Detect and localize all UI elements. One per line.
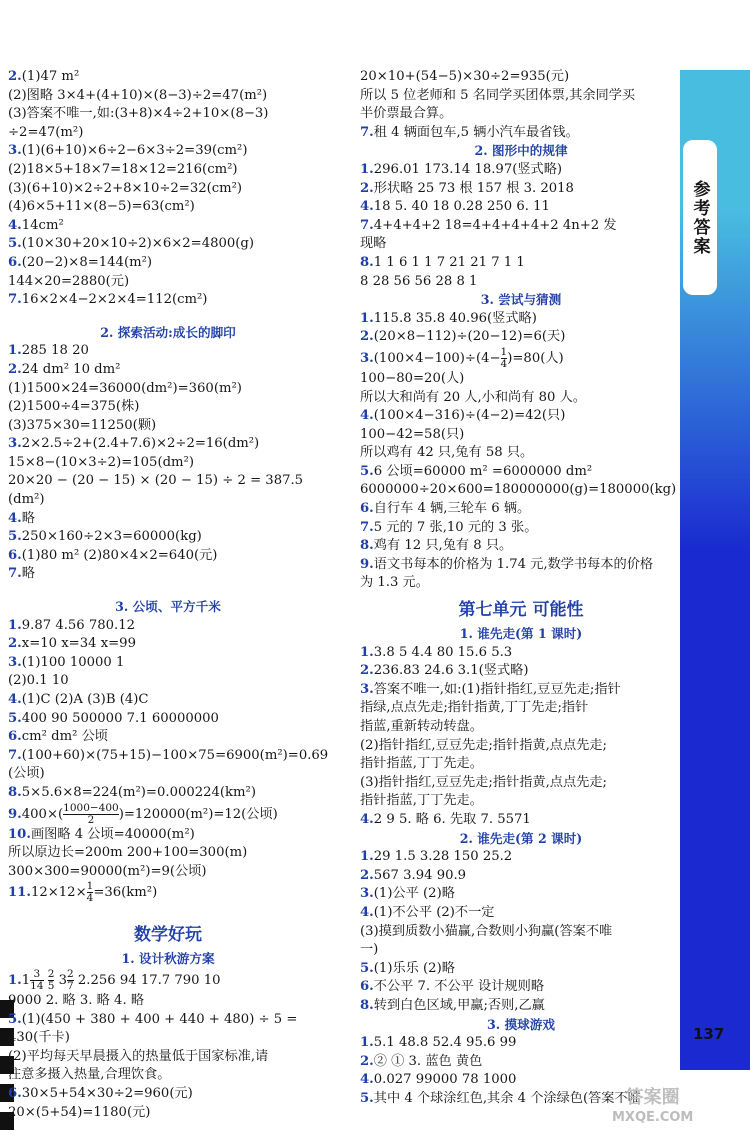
answer-line (360, 273, 682, 292)
fraction-numerator: 2 (47, 967, 55, 980)
section-heading: 3. 公顷、平方千米 (115, 599, 221, 615)
fraction-denominator: 14 (30, 979, 44, 992)
answer-text: (20×8−112)÷(20−12)=6(天) (373, 329, 566, 345)
answer-line (360, 444, 682, 463)
answer-text: 画图略 4 公顷=40000(m²) (30, 826, 195, 842)
answer-text: 20×(5+54)=1180(元) (8, 1104, 151, 1120)
answer-key-tab (683, 140, 717, 295)
fraction (67, 969, 74, 992)
answer-text: 2.256 94 17.7 790 10 (73, 972, 221, 988)
answer-text: (2)图略 3×4+(4+10)×(8−3)÷2=47(m²) (8, 87, 268, 103)
answer-line (360, 426, 682, 445)
answer-text: 9000 2. 略 3. 略 4. 略 (8, 992, 145, 1008)
fraction-numerator: 1000−400 (63, 801, 119, 814)
answer-number: 4. (360, 904, 374, 920)
fraction-numerator: 2 (67, 967, 74, 980)
answer-line (8, 1011, 328, 1030)
answer-line (360, 1053, 682, 1072)
answer-line (8, 784, 328, 803)
answer-text: 指针指蓝,丁丁先走。 (360, 793, 483, 809)
answer-line (360, 161, 682, 180)
section-heading: 2. 图形中的规律 (474, 143, 568, 159)
answer-line (360, 407, 682, 426)
answer-text: 400 90 500000 7.1 60000000 (21, 710, 219, 726)
answer-line (8, 510, 328, 529)
answer-number: 5. (360, 463, 374, 479)
answer-text: 285 18 20 (21, 343, 89, 359)
answer-text: =36(km²) (93, 885, 158, 901)
answer-text: 567 3.94 90.9 (373, 867, 467, 883)
answer-number: 7. (360, 519, 374, 535)
unit-heading: 第七单元 可能性 (458, 600, 584, 621)
answer-line (360, 389, 682, 408)
answer-line (360, 347, 682, 370)
answer-number: 4. (8, 692, 22, 707)
section-heading: 3. 尝试与猜测 (480, 292, 562, 308)
answer-number: 2. (360, 867, 374, 883)
fraction-numerator: 1 (500, 345, 508, 358)
answer-number: 10. (8, 826, 31, 842)
answer-text: 指针指蓝,丁丁先走。 (360, 756, 483, 772)
answer-line (360, 217, 682, 236)
answer-number: 6. (360, 501, 374, 517)
answer-text: (10×30+20×10÷2)×6×2=4800(g) (21, 236, 255, 252)
answer-line (8, 1085, 328, 1104)
answer-text: (3)摸到质数小猫赢,合数则小狗赢(答案不唯 (360, 923, 613, 939)
answer-line (360, 519, 682, 538)
answer-number: 4. (360, 199, 374, 215)
answer-line (8, 728, 328, 747)
answer-line (8, 380, 328, 399)
answer-line (360, 328, 682, 347)
answer-line (360, 556, 682, 575)
answer-line (8, 1066, 328, 1085)
answer-line (8, 565, 328, 584)
answer-number: 8. (360, 254, 374, 270)
answer-line (8, 747, 328, 766)
answer-number: 4. (360, 408, 374, 424)
answer-number: 5. (8, 236, 22, 252)
answer-text: 一) (360, 942, 379, 958)
answer-number: 2. (360, 180, 374, 196)
answer-text: 指绿,点点先走;指针指黄,丁丁先走;指针 (360, 700, 589, 716)
answer-number: 1. (360, 644, 374, 660)
watermark-line2: MXQE.COM (612, 1110, 694, 1125)
answer-text: (1)(6+10)×6÷2−6×3÷2=39(cm²) (21, 143, 248, 159)
answer-line (360, 198, 682, 217)
answer-text: (3)答案不唯一,如:(3+8)×4÷2+10×(8−3) (8, 106, 269, 122)
answer-text: (公顷) (8, 766, 45, 782)
answer-text: (100×4−100)÷(4− (373, 350, 501, 366)
answer-text: (3)(6+10)×2÷2+8×10÷2=32(cm²) (8, 180, 243, 196)
answer-line (360, 124, 682, 143)
answer-text: 9.87 4.56 780.12 (21, 617, 136, 633)
answer-number: 1. (360, 849, 374, 865)
answer-number: 2. (8, 636, 22, 652)
answer-text: cm² dm² 公顷 (21, 729, 108, 745)
answer-line (360, 537, 682, 556)
answer-line (360, 960, 682, 979)
answer-line (8, 803, 328, 826)
answer-number: 7. (360, 217, 374, 233)
answer-text: 100−42=58(只) (360, 426, 465, 442)
answer-number: 7. (8, 747, 22, 763)
answer-line (360, 644, 682, 663)
answer-text: 自行车 4 辆,三轮车 6 辆。 (373, 501, 531, 517)
answer-text: 12×12× (30, 885, 87, 901)
answer-line (360, 755, 682, 774)
answer-line (8, 491, 328, 510)
answer-line (8, 68, 328, 87)
answer-number: 7. (360, 124, 374, 140)
answer-number: 1. (8, 617, 22, 633)
answer-line (8, 472, 328, 491)
answer-text: 144×20=2880(元) (8, 273, 130, 289)
answer-line (360, 500, 682, 519)
answer-number: 3. (360, 886, 374, 902)
answer-line (8, 1104, 328, 1123)
answer-line (8, 342, 328, 361)
answer-line (360, 481, 682, 500)
answer-text: ② ① 3. 蓝色 黄色 (373, 1053, 483, 1069)
answer-text: 14cm² (21, 217, 64, 233)
answer-number: 1. (8, 972, 22, 988)
answer-number: 6. (8, 729, 22, 745)
answer-text: (1)47 m² (21, 69, 80, 84)
answer-line (360, 254, 682, 273)
answer-number: 6. (8, 547, 22, 563)
answer-text: 答案不唯一,如:(1)指针指红,豆豆先走;指针 (373, 681, 621, 697)
answer-line (8, 992, 328, 1011)
answer-line (8, 291, 328, 310)
answer-line (8, 361, 328, 380)
answer-line (360, 867, 682, 886)
watermark-line1: 答案圈 (625, 1087, 680, 1108)
answer-line (8, 142, 328, 161)
section-gap (8, 584, 328, 598)
answer-text: 236.83 24.6 3.1(竖式略) (373, 663, 529, 679)
answer-line (360, 774, 682, 793)
answer-text: 24 dm² 10 dm² (21, 361, 121, 377)
answer-text: (1)C (2)A (3)B (4)C (21, 692, 149, 707)
fraction (63, 803, 119, 826)
fraction (30, 969, 43, 992)
answer-number: 5. (360, 1090, 374, 1106)
answer-line (8, 654, 328, 673)
answer-text: 296.01 173.14 18.97(竖式略) (373, 161, 563, 177)
answer-text: 6000000÷20×600=180000000(g)=180000(kg) (360, 482, 677, 498)
answer-text: 租 4 辆面包车,5 辆小汽车最省钱。 (373, 124, 579, 140)
answer-text: (2)1500÷4=375(株) (8, 399, 140, 415)
answer-line (360, 681, 682, 700)
answer-number: 2. (360, 663, 374, 679)
answer-number: 1. (360, 310, 374, 326)
answer-number: 1. (360, 161, 374, 177)
answer-line (360, 180, 682, 199)
section-heading: 3. 摸球游戏 (487, 1016, 555, 1032)
answer-line (360, 463, 682, 482)
answer-line (8, 547, 328, 566)
answer-line (8, 217, 328, 236)
answer-text: 0.027 99000 78 1000 (373, 1072, 517, 1088)
answer-number: 7. (8, 292, 22, 308)
answer-number: 9. (360, 556, 374, 572)
fraction-numerator: 3 (30, 969, 43, 981)
answer-text: 其中 4 个球涂红色,其余 4 个涂绿色(答案不唯 (373, 1090, 641, 1106)
answer-text: (1)(450 + 380 + 400 + 440 + 480) ÷ 5 = (21, 1011, 298, 1027)
answer-text: 30×5+54×30÷2=960(元) (21, 1085, 193, 1101)
answer-line (360, 997, 682, 1016)
answer-number: 4. (8, 510, 22, 526)
answer-number: 4. (360, 811, 374, 827)
answer-text: (1)不公平 (2)不一定 (373, 904, 495, 920)
answer-text: 3.8 5 4.4 80 15.6 5.3 (373, 644, 513, 660)
answer-line (8, 863, 328, 882)
answer-number: 6. (360, 979, 374, 995)
answer-number: 3. (360, 350, 374, 366)
answer-text: 不公平 7. 不公平 设计规则略 (373, 979, 545, 995)
answer-number: 2. (360, 329, 374, 345)
answer-line (360, 235, 682, 254)
answer-text: 4+4+4+2 18=4+4+4+4+2 4n+2 发 (373, 217, 617, 233)
answer-line (8, 235, 328, 254)
answer-line (360, 68, 682, 87)
answer-line (360, 737, 682, 756)
answer-line (8, 161, 328, 180)
answer-text: (3)指针指红,豆豆先走;指针指黄,点点先走; (360, 774, 607, 790)
answer-text: (dm²) (8, 492, 45, 508)
answer-number: 6. (8, 254, 22, 270)
answer-text: 所以鸡有 42 只,兔有 58 只。 (360, 445, 534, 461)
answer-line (360, 923, 682, 942)
answer-line (360, 662, 682, 681)
answer-line (8, 87, 328, 106)
answer-number: 8. (360, 538, 374, 554)
answer-line (360, 310, 682, 329)
fraction-denominator: 5 (47, 979, 55, 992)
answer-number: 3. (8, 143, 22, 159)
answer-line (360, 811, 682, 830)
answer-text: 5 元的 7 张,10 元的 3 张。 (373, 519, 538, 535)
answer-text: 29 1.5 3.28 150 25.2 (373, 849, 513, 865)
answer-line (8, 124, 328, 143)
answer-number: 3. (8, 436, 22, 452)
answer-number: 2. (8, 361, 22, 377)
answer-number: 8. (360, 997, 374, 1013)
answer-text: 100−80=20(人) (360, 370, 465, 386)
page-number: 137 (693, 1025, 725, 1043)
answer-text: 250×160÷2×3=60000(kg) (21, 529, 202, 545)
answer-text: 115.8 35.8 40.96(竖式略) (373, 310, 537, 326)
answer-number: 2. (360, 1053, 374, 1069)
answer-text: 1 1 6 1 1 7 21 21 7 1 1 (373, 254, 525, 270)
answer-line (8, 617, 328, 636)
answer-text: 注意多摄入热量,合理饮食。 (8, 1067, 171, 1083)
fraction-denominator: 2 (87, 813, 95, 826)
answer-number: 6. (8, 1085, 22, 1101)
answer-text: 为 1.3 元。 (360, 575, 429, 591)
answer-text: 半价票最合算。 (360, 106, 453, 122)
answer-line (360, 978, 682, 997)
answer-text: (2)18×5+18×7=18×12=216(cm²) (8, 161, 238, 177)
answer-text: 形状略 25 73 根 157 根 3. 2018 (373, 180, 574, 196)
answer-number: 9. (8, 806, 22, 822)
section-gap (8, 904, 328, 918)
answer-number: 8. (8, 784, 22, 800)
answer-text: 3 (54, 972, 68, 988)
answer-number: 2. (8, 69, 22, 84)
answer-text: 1 (21, 972, 31, 988)
answer-line (8, 1029, 328, 1048)
answer-line (8, 105, 328, 124)
answer-line (360, 848, 682, 867)
fraction-numerator: 1 (86, 880, 94, 893)
answer-line (360, 1034, 682, 1053)
answer-number: 11. (8, 885, 31, 901)
answer-text: 略 (21, 566, 35, 582)
answer-line (360, 574, 682, 593)
answer-line (360, 105, 682, 124)
answer-text: 16×2×4−2×2×4=112(cm²) (21, 292, 208, 308)
answer-text: (100×4−316)÷(4−2)=42(只) (373, 408, 566, 424)
answer-text: 15×8−(10×3÷2)=105(dm²) (8, 454, 194, 470)
answer-number: 1. (360, 1035, 374, 1051)
answer-number: 5. (360, 960, 374, 976)
answer-line (360, 904, 682, 923)
answer-text: 6 公顷=60000 m² =6000000 dm² (373, 463, 593, 479)
answer-text: 20×10+(54−5)×30÷2=935(元) (360, 69, 570, 84)
answer-text: 5×5.6×8=224(m²)=0.000224(km²) (21, 784, 256, 800)
answer-line (360, 699, 682, 718)
answer-line (8, 881, 328, 904)
answer-text: (1)公平 (2)略 (373, 886, 455, 902)
answer-line (8, 1048, 328, 1067)
answer-line (8, 180, 328, 199)
answer-line (8, 710, 328, 729)
answer-line (8, 826, 328, 845)
answer-line (8, 844, 328, 863)
answer-text: 400×( (21, 806, 64, 822)
answer-text: 8 28 56 56 28 8 1 (360, 273, 478, 289)
answer-line (8, 635, 328, 654)
unit-heading: 数学好玩 (134, 925, 202, 946)
answer-line (360, 885, 682, 904)
answer-line (360, 718, 682, 737)
answer-text: (3)375×30=11250(颗) (8, 417, 157, 433)
answer-line (8, 691, 328, 710)
answer-line (8, 672, 328, 691)
answer-text: (1)80 m² (2)80×4×2=640(元) (21, 547, 218, 563)
answer-line (360, 941, 682, 960)
answer-line (8, 454, 328, 473)
answer-text: (2)平均每天早晨摄入的热量低于国家标准,请 (8, 1048, 269, 1064)
answer-text: 20×20 − (20 − 15) × (20 − 15) ÷ 2 = 387.5 (8, 473, 304, 489)
answer-number: 4. (360, 1072, 374, 1088)
fraction-denominator: 7 (67, 979, 74, 992)
fraction-denominator: 4 (500, 357, 508, 370)
answer-line (8, 417, 328, 436)
answer-number: 5. (8, 529, 22, 545)
answer-text: 现略 (360, 236, 387, 252)
answer-line (8, 254, 328, 273)
section-heading: 2. 谁先走(第 2 课时) (459, 830, 583, 846)
fraction-denominator: 4 (86, 892, 94, 905)
answer-text: 5.1 48.8 52.4 95.6 99 (373, 1035, 517, 1051)
answer-text: 指蓝,重新转动转盘。 (360, 719, 483, 734)
answer-line (8, 273, 328, 292)
answer-line (8, 765, 328, 784)
answer-text: 语文书每本的价格为 1.74 元,数学书每本的价格 (373, 556, 654, 572)
answer-number: 5. (8, 710, 22, 726)
answer-text: 2×2.5÷2+(2.4+7.6)×2÷2=16(dm²) (21, 436, 260, 452)
answer-text: 鸡有 12 只,兔有 8 只。 (373, 538, 513, 554)
answer-text: 2 9 5. 略 6. 先取 7. 5571 (373, 811, 531, 827)
answer-text: 略 (21, 510, 35, 526)
answer-key-tab-label: 参考答案 (689, 179, 710, 256)
watermark (612, 1088, 693, 1128)
answer-number: 3. (360, 681, 374, 697)
section-heading: 1. 谁先走(第 1 课时) (459, 626, 583, 642)
right-answer-column (360, 68, 682, 1108)
answer-line (360, 792, 682, 811)
answer-number: 7. (8, 566, 22, 582)
left-answer-column (8, 68, 328, 1122)
answer-number: 4. (8, 217, 22, 233)
answer-text: 所以大和尚有 20 人,小和尚有 80 人。 (360, 389, 586, 405)
answer-text: (100+60)×(75+15)−100×75=6900(m²)=0.69 (21, 747, 329, 763)
answer-text: )=120000(m²)=12(公顷) (118, 806, 278, 822)
answer-line (8, 435, 328, 454)
answer-text: 300×300=90000(m²)=9(公顷) (8, 863, 207, 879)
answer-text: (1)1500×24=36000(dm²)=360(m²) (8, 380, 242, 396)
answer-text: 所以 5 位老师和 5 名同学买团体票,其余同学买 (360, 87, 636, 103)
section-heading: 1. 设计秋游方案 (121, 951, 215, 967)
answer-line (8, 528, 328, 547)
answer-text: 430(千卡) (8, 1030, 70, 1046)
section-heading: 2. 探索活动:成长的脚印 (100, 324, 236, 340)
answer-number: 3. (8, 654, 22, 670)
answer-text: (4)6×5+11×(8−5)=63(cm²) (8, 199, 195, 215)
answer-number: 5. (8, 1011, 22, 1027)
answer-number: 1. (8, 343, 22, 359)
answer-text: (20−2)×8=144(m²) (21, 254, 153, 270)
answer-text: (1)乐乐 (2)略 (373, 960, 455, 976)
answer-text: 18 5. 40 18 0.28 250 6. 11 (373, 199, 550, 215)
section-gap (8, 310, 328, 324)
answer-line (8, 398, 328, 417)
answer-line (8, 969, 328, 992)
answer-text: (1)100 10000 1 (21, 654, 125, 670)
answer-text: 所以原边长=200m 200+100=300(m) (8, 845, 248, 861)
answer-line (8, 198, 328, 217)
answer-text: (2)0.1 10 (8, 673, 69, 689)
answer-text: )=80(人) (507, 350, 564, 366)
answer-text: 转到白色区域,甲赢;否则,乙赢 (373, 997, 545, 1013)
answer-text: (2)指针指红,豆豆先走;指针指黄,点点先走; (360, 737, 607, 753)
answer-line (360, 370, 682, 389)
answer-text: x=10 x=34 x=99 (21, 636, 136, 652)
answer-line (360, 87, 682, 106)
answer-text: ÷2=47(m²) (8, 124, 84, 140)
